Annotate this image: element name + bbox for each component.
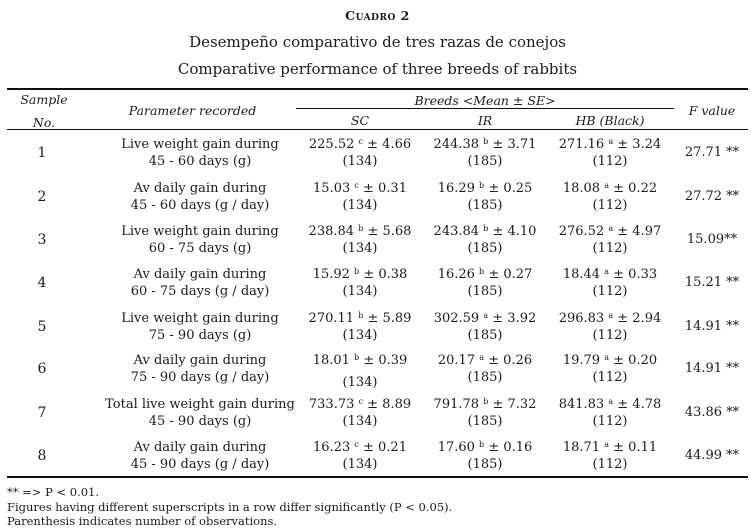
mean-se-line — [425, 223, 545, 240]
mean-value: 18.44 — [562, 267, 601, 282]
observation-count: (134) — [342, 414, 378, 429]
observation-count: (112) — [592, 198, 628, 213]
parameter-line1: Live weight gain during — [121, 224, 279, 239]
parameter-line1: Live weight gain during — [121, 137, 279, 152]
observation-count: (185) — [467, 414, 503, 429]
header-fvalue: F value — [688, 103, 736, 118]
breed-ir-cell — [425, 180, 545, 214]
observation-count: (185) — [467, 241, 503, 256]
f-value: 27.72 ** — [684, 189, 740, 204]
mean-se-line — [550, 352, 670, 369]
mean-se-line — [550, 136, 670, 153]
mean-value: 243.84 — [433, 224, 480, 239]
significance-superscript: b — [354, 267, 360, 276]
parameter-line2: 60 - 75 days (g) — [148, 241, 252, 256]
mean-value: 15.92 — [312, 267, 350, 282]
significance-superscript: b — [479, 267, 485, 276]
header-bottom-rule — [7, 129, 748, 130]
significance-superscript: a — [608, 137, 614, 146]
mean-value: 270.11 — [308, 311, 355, 326]
standard-error: ± 8.89 — [367, 397, 412, 412]
significance-superscript: a — [608, 224, 614, 233]
standard-error: ± 0.26 — [488, 353, 533, 368]
observation-count: (185) — [467, 284, 503, 299]
standard-error: ± 0.22 — [613, 181, 658, 196]
parameter-cell — [82, 180, 318, 214]
breed-sc-cell — [300, 136, 420, 170]
mean-se-line — [425, 439, 545, 456]
mean-value: 18.01 — [312, 353, 350, 368]
breed-hb-cell — [550, 266, 670, 300]
observation-count: (134) — [342, 198, 378, 213]
parameter-line2: 45 - 90 days (g) — [148, 414, 252, 429]
header-parameter: Parameter recorded — [128, 103, 257, 118]
standard-error: ± 5.68 — [367, 224, 412, 239]
breed-ir-cell — [425, 136, 545, 170]
mean-se-line — [300, 396, 420, 413]
breed-hb-cell — [550, 396, 670, 430]
significance-superscript: b — [483, 397, 489, 406]
parameter-line1: Av daily gain during — [133, 267, 267, 282]
observation-count: (185) — [467, 370, 503, 385]
bottom-rule — [7, 476, 748, 478]
f-value: 15.09** — [686, 232, 738, 247]
sample-number: 5 — [37, 319, 47, 335]
mean-se-line — [425, 396, 545, 413]
mean-value: 296.83 — [558, 311, 605, 326]
parameter-cell — [82, 136, 318, 170]
observation-count: (134) — [342, 284, 378, 299]
parameter-line1: Av daily gain during — [133, 353, 267, 368]
f-value: 15.21 ** — [684, 275, 740, 290]
parameter-line1: Av daily gain during — [133, 181, 267, 196]
observation-count: (112) — [592, 457, 628, 472]
mean-se-line — [300, 310, 420, 327]
breed-hb-cell — [550, 223, 670, 257]
header-breeds-group: Breeds <Mean ± SE> — [414, 93, 556, 108]
observation-count: (112) — [592, 241, 628, 256]
standard-error: ± 0.31 — [363, 181, 407, 196]
mean-value: 244.38 — [433, 137, 480, 152]
significance-superscript: b — [479, 440, 485, 449]
observation-count: (112) — [592, 154, 628, 169]
sample-number: 4 — [37, 275, 47, 291]
breed-ir-cell — [425, 223, 545, 257]
header-sample: Sample — [20, 92, 68, 107]
breed-ir-cell — [425, 310, 545, 344]
parameter-line1: Live weight gain during — [121, 311, 279, 326]
standard-error: ± 5.89 — [367, 311, 412, 326]
breed-sc-cell — [300, 396, 420, 430]
significance-superscript: a — [483, 311, 489, 320]
f-value: 27.71 ** — [684, 145, 740, 160]
breed-ir-cell — [425, 396, 545, 430]
sample-number: 8 — [37, 448, 47, 464]
standard-error: ± 0.39 — [363, 353, 408, 368]
significance-superscript: a — [608, 397, 614, 406]
observation-count: (134) — [342, 457, 378, 472]
f-value: 14.91 ** — [684, 361, 740, 376]
sample-number: 3 — [37, 232, 47, 248]
mean-value: 225.52 — [308, 137, 355, 152]
footnote-superscripts: Figures having different superscripts in a row differ significantly (P < 0.05). — [7, 500, 453, 514]
mean-value: 302.59 — [433, 311, 480, 326]
table-number: Cuadro 2 — [345, 8, 410, 23]
mean-se-line — [550, 266, 670, 283]
significance-superscript: a — [604, 353, 609, 362]
sample-number: 7 — [37, 405, 47, 421]
f-value: 14.91 ** — [684, 319, 740, 334]
mean-se-line — [425, 310, 545, 327]
mean-value: 20.17 — [437, 353, 476, 368]
standard-error: ± 3.71 — [492, 137, 537, 152]
breed-hb-cell — [550, 352, 670, 386]
mean-se-line — [300, 352, 420, 369]
standard-error: ± 3.24 — [617, 137, 662, 152]
mean-value: 17.60 — [437, 440, 475, 455]
parameter-cell — [82, 266, 318, 300]
standard-error: ± 2.94 — [617, 311, 662, 326]
observation-count: (185) — [467, 154, 503, 169]
standard-error: ± 0.27 — [488, 267, 533, 282]
parameter-cell — [82, 310, 318, 344]
standard-error: ± 3.92 — [492, 311, 537, 326]
breed-hb-cell — [550, 310, 670, 344]
mean-value: 791.78 — [433, 397, 480, 412]
standard-error: ± 0.16 — [488, 440, 533, 455]
significance-superscript: a — [608, 311, 614, 320]
standard-error: ± 0.33 — [613, 267, 658, 282]
f-value: 43.86 ** — [684, 405, 740, 420]
breed-ir-cell — [425, 439, 545, 473]
observation-count: (185) — [467, 328, 503, 343]
mean-se-line — [300, 180, 420, 197]
mean-value: 841.83 — [558, 397, 605, 412]
significance-superscript: b — [483, 137, 489, 146]
standard-error: ± 0.38 — [363, 267, 408, 282]
mean-se-line — [550, 439, 670, 456]
breed-ir-cell — [425, 266, 545, 300]
mean-value: 18.71 — [562, 440, 601, 455]
standard-error: ± 0.21 — [363, 440, 407, 455]
breed-hb-cell — [550, 439, 670, 473]
standard-error: ± 4.10 — [492, 224, 537, 239]
footnote-significance: ** => P < 0.01. — [7, 485, 100, 499]
breed-sc-cell — [300, 223, 420, 257]
header-sc: SC — [350, 113, 370, 128]
sample-number: 6 — [37, 361, 47, 377]
standard-error: ± 0.11 — [613, 440, 658, 455]
observation-count: (134) — [342, 375, 378, 390]
mean-value: 15.03 — [313, 181, 351, 196]
mean-se-line — [425, 136, 545, 153]
observation-count: (112) — [592, 328, 628, 343]
significance-superscript: a — [479, 353, 484, 362]
mean-se-line — [550, 396, 670, 413]
header-ir: IR — [477, 113, 493, 128]
breeds-group-rule — [296, 108, 674, 109]
significance-superscript: a — [604, 440, 609, 449]
header-sample-no: No. — [32, 115, 56, 130]
mean-se-line — [300, 223, 420, 240]
mean-se-line — [425, 352, 545, 369]
table-title-english: Comparative performance of three breeds of rabbits — [177, 60, 578, 78]
sample-number: 2 — [37, 189, 47, 205]
significance-superscript: b — [483, 224, 489, 233]
breed-sc-cell — [300, 180, 420, 214]
mean-value: 16.23 — [313, 440, 351, 455]
observation-count: (134) — [342, 154, 378, 169]
breed-hb-cell — [550, 180, 670, 214]
standard-error: ± 4.78 — [617, 397, 662, 412]
significance-superscript: c — [354, 181, 359, 190]
observation-count: (134) — [342, 241, 378, 256]
breed-sc-cell — [300, 352, 420, 391]
parameter-line2: 45 - 60 days (g) — [148, 154, 252, 169]
table-title-spanish: Desempeño comparativo de tres razas de conejos — [189, 33, 566, 51]
mean-value: 18.08 — [562, 181, 601, 196]
mean-se-line — [300, 136, 420, 153]
parameter-cell — [82, 352, 318, 386]
mean-se-line — [425, 266, 545, 283]
breed-sc-cell — [300, 439, 420, 473]
breed-hb-cell — [550, 136, 670, 170]
parameter-cell — [82, 396, 318, 430]
breed-ir-cell — [425, 352, 545, 386]
mean-value: 276.52 — [558, 224, 605, 239]
parameter-cell — [82, 439, 318, 473]
significance-superscript: b — [354, 353, 360, 362]
sample-number: 1 — [37, 145, 47, 161]
footnote-parenthesis: Parenthesis indicates number of observations. — [7, 514, 278, 528]
mean-value: 271.16 — [558, 137, 605, 152]
observation-count: (112) — [592, 284, 628, 299]
significance-superscript: b — [358, 311, 364, 320]
observation-count: (112) — [592, 414, 628, 429]
standard-error: ± 0.25 — [488, 181, 533, 196]
parameter-line2: 45 - 90 days (g / day) — [130, 457, 270, 472]
observation-count: (134) — [342, 328, 378, 343]
parameter-line2: 75 - 90 days (g) — [148, 328, 252, 343]
parameter-line2: 60 - 75 days (g / day) — [130, 284, 270, 299]
parameter-line1: Total live weight gain during — [105, 397, 295, 412]
mean-value: 16.26 — [437, 267, 475, 282]
parameter-cell — [82, 223, 318, 257]
mean-value: 16.29 — [437, 181, 475, 196]
mean-value: 19.79 — [562, 353, 601, 368]
standard-error: ± 7.32 — [492, 397, 537, 412]
mean-value: 733.73 — [308, 397, 355, 412]
significance-superscript: c — [358, 137, 363, 146]
significance-superscript: a — [604, 181, 609, 190]
standard-error: ± 0.20 — [613, 353, 658, 368]
mean-value: 238.84 — [308, 224, 355, 239]
observation-count: (112) — [592, 370, 628, 385]
mean-se-line — [550, 310, 670, 327]
mean-se-line — [300, 439, 420, 456]
breed-sc-cell — [300, 310, 420, 344]
mean-se-line — [425, 180, 545, 197]
standard-error: ± 4.97 — [617, 224, 662, 239]
f-value: 44.99 ** — [684, 448, 740, 463]
parameter-line2: 75 - 90 days (g / day) — [130, 370, 270, 385]
mean-se-line — [550, 223, 670, 240]
observation-count: (185) — [467, 198, 503, 213]
header-hb: HB (Black) — [575, 113, 645, 128]
significance-superscript: b — [479, 181, 485, 190]
significance-superscript: c — [358, 397, 363, 406]
significance-superscript: a — [604, 267, 609, 276]
parameter-line1: Av daily gain during — [133, 440, 267, 455]
parameter-line2: 45 - 60 days (g / day) — [130, 198, 270, 213]
significance-superscript: c — [354, 440, 359, 449]
breed-sc-cell — [300, 266, 420, 300]
significance-superscript: b — [358, 224, 364, 233]
observation-count: (185) — [467, 457, 503, 472]
standard-error: ± 4.66 — [367, 137, 412, 152]
mean-se-line — [300, 266, 420, 283]
mean-se-line — [550, 180, 670, 197]
top-rule — [7, 88, 748, 90]
